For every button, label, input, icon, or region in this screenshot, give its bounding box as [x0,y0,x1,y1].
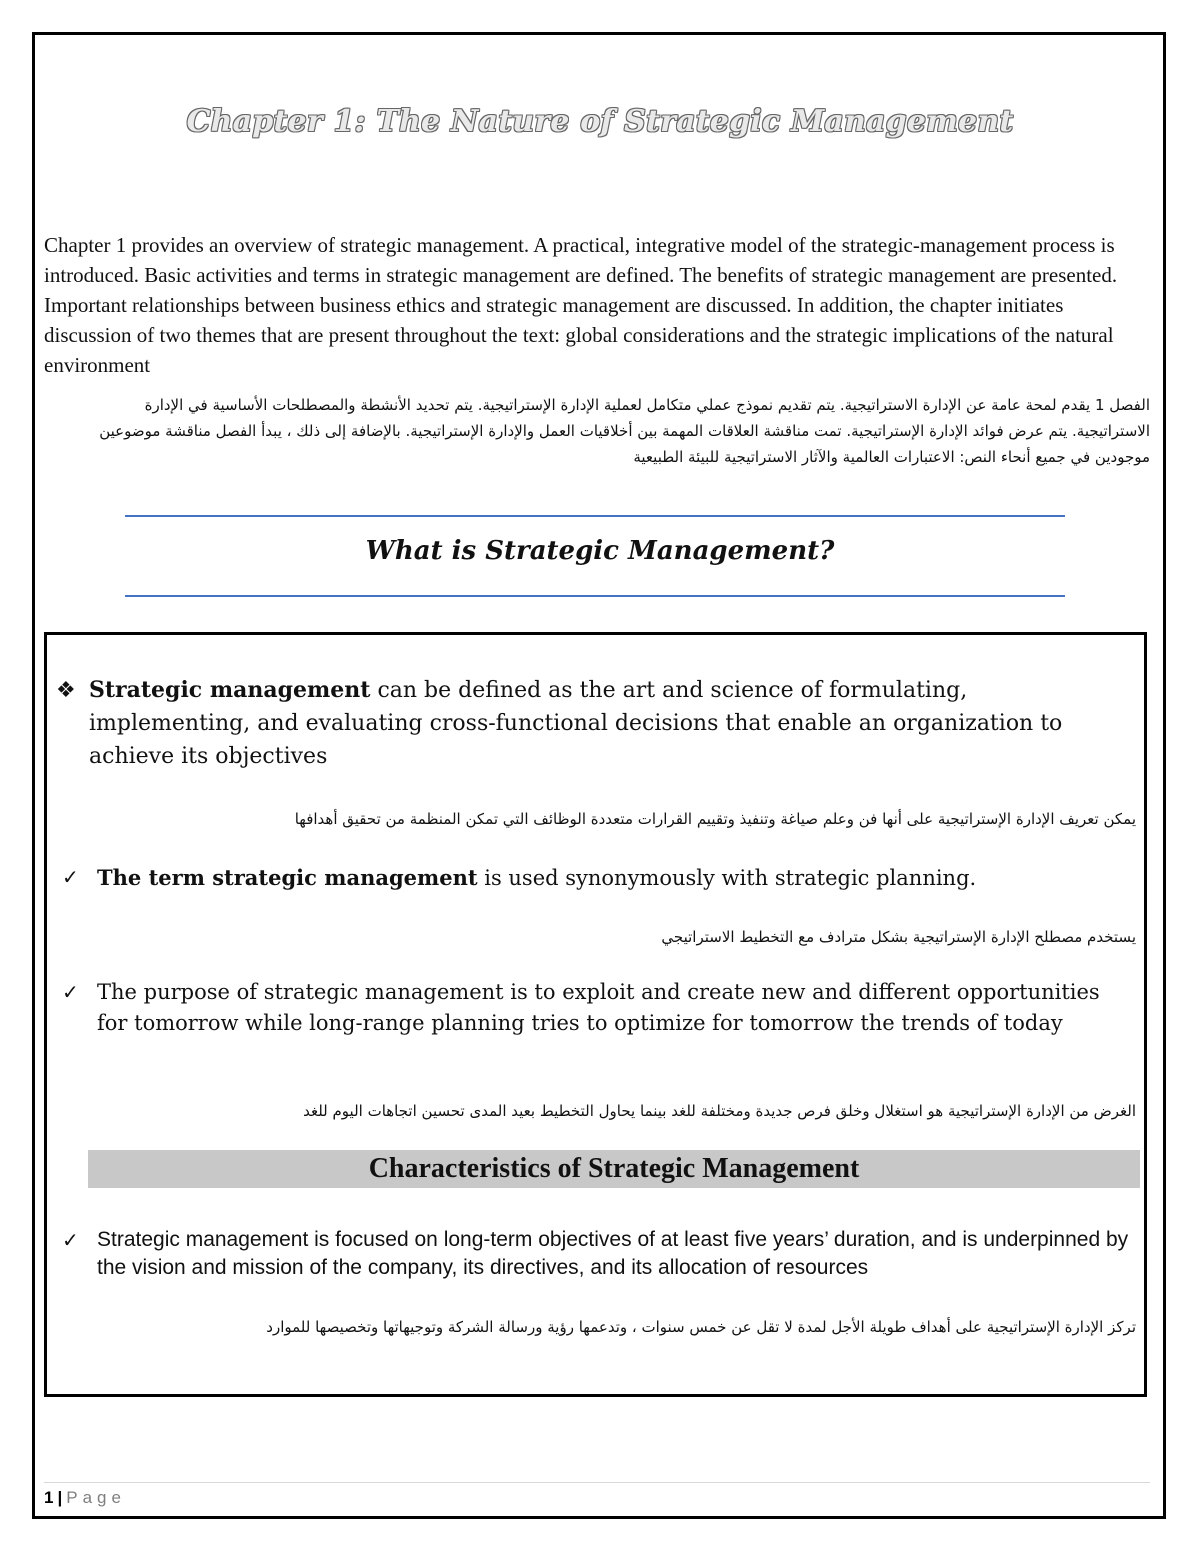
checkmark-icon: ✓ [62,1228,79,1252]
intro-english: Chapter 1 provides an overview of strategic management. A practical, integrative model of the strategic-management process is introduced. Basic activities and terms in strategic management are defined. The benefits of strategic management are presented. Important relationships between business ethics and strategic management are discussed. In addition, the chapter initiates discussion of two themes that are present throughout the text: global considerations and the strategic implications of the natural environment [44,233,1118,377]
definition-arabic: يمكن تعريف الإدارة الإستراتيجية على أنها فن وعلم صياغة وتنفيذ وتقييم القرارات متعددة الوظائف التي تمكن المنظمة من تحقيق أهدافها [294,810,1136,828]
footer-divider [44,1482,1150,1483]
definition-text: can be defined as the art and science of formulating, implementing, and evaluating cross-functional decisions that enable an organization to achieve its objectives [89,678,1063,769]
divider-bottom [125,595,1065,597]
synonym-text: is used synonymously with strategic planning. [477,866,977,890]
purpose-text: The purpose of strategic management is to exploit and create new and different opportunities for tomorrow while long-range planning tries to optimize for tomorrow the trends of today [97,980,1100,1035]
characteristic-item [62,1226,1132,1282]
synonym-arabic: يستخدم مصطلح الإدارة الإستراتيجية بشكل مترادف مع التخطيط الاستراتيجي [661,928,1136,946]
intro-arabic: الفصل 1 يقدم لمحة عامة عن الإدارة الاستراتيجية. يتم تقديم نموذج عملي متكامل لعملية الإدارة الإستراتيجية. يتم تحديد الأنشطة والمصطلحات الأساسية في الإدارة الاستراتيجية. يتم عرض فوائد الإدارة الإستراتيجية. تمت مناقشة العلاقات المهمة بين أخلاقيات العمل والإدارة الإستراتيجية. بالإضافة إلى ذلك ، يبدأ الفصل مناقشة موضوعين موجودين في جميع أنحاء النص: الاعتبارات العالمية والآثار الاستراتيجية للبيئة الطبيعية [99,396,1150,466]
section-title: What is Strategic Management? [365,536,835,566]
purpose-arabic: الغرض من الإدارة الإستراتيجية هو استغلال وخلق فرص جديدة ومختلفة للغد بينما يحاول التخطيط بعيد المدى تحسين اتجاهات اليوم للغد [303,1102,1136,1120]
synonym-item [62,862,1122,894]
diamond-bullet-icon: ❖ [56,678,76,703]
purpose-item [62,977,1122,1039]
definition-term: Strategic management [89,677,371,703]
chapter-title: Chapter 1: The Nature of Strategic Management [186,104,1014,139]
page-label: Page [66,1488,126,1507]
footer-separator: | [57,1488,63,1507]
page-number: 1 [44,1488,54,1507]
characteristic-arabic: تركز الإدارة الإستراتيجية على أهداف طويلة الأجل لمدة لا تقل عن خمس سنوات ، وتدعمها رؤية ورسالة الشركة وتوجيهاتها وتخصيصها للموارد [266,1318,1136,1336]
checkmark-icon: ✓ [62,865,79,889]
page-footer [44,1488,126,1508]
divider-top [125,515,1065,517]
characteristics-heading: Characteristics of Strategic Management [88,1150,1140,1188]
definition-item [56,674,1126,773]
checkmark-icon: ✓ [62,980,79,1004]
characteristic-text: Strategic management is focused on long-term objectives of at least five years’ duration, and is underpinned by the vision and mission of the company, its directives, and its allocation of resources [97,1228,1129,1279]
synonym-term: The term strategic management [97,865,478,890]
